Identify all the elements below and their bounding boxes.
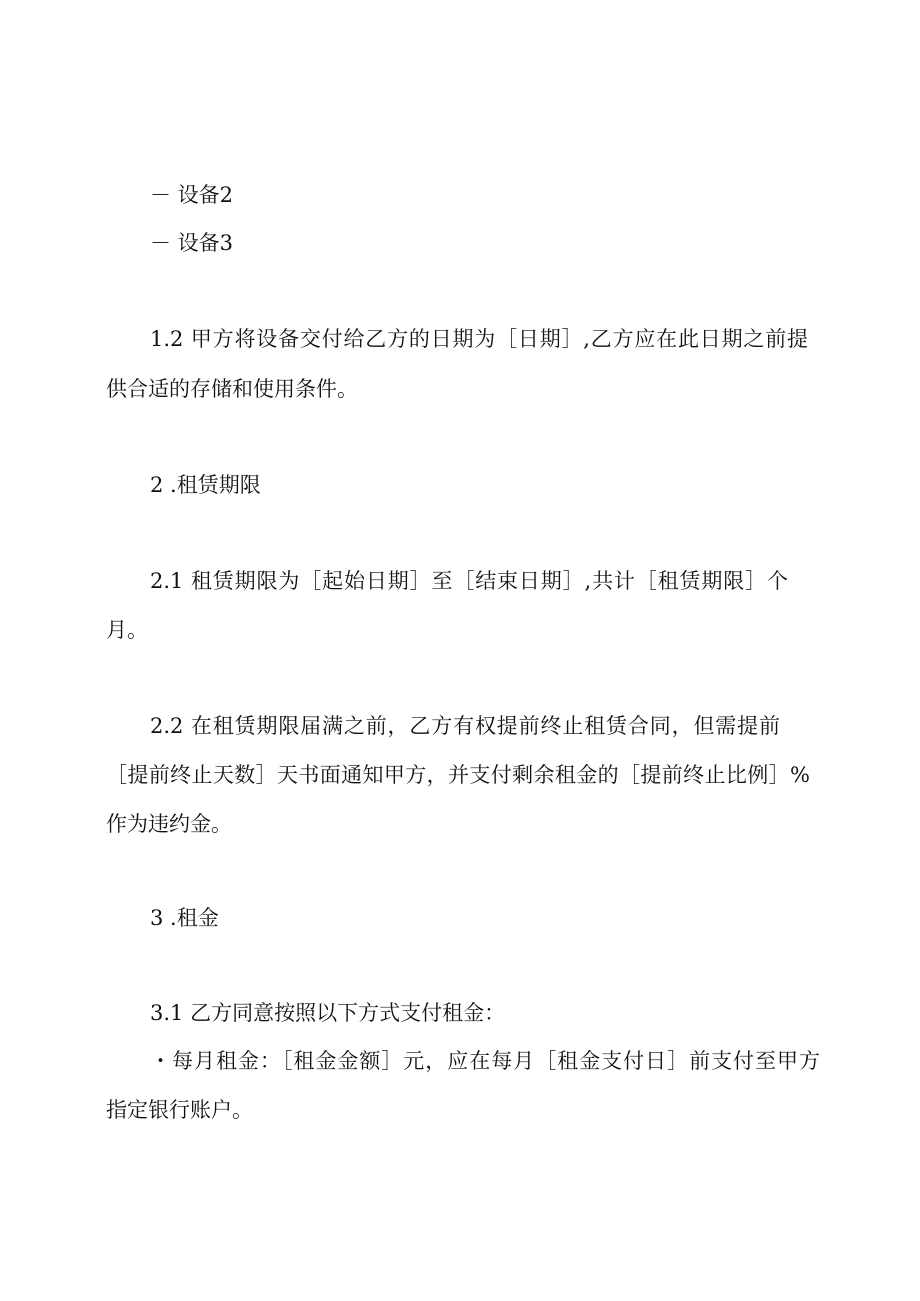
rent-item-line-1: ・每月租金：［租金金额］元，应在每月［租金支付日］前支付至甲方 [150,1049,820,1073]
clause-2-2-line-1: 2.2 在租赁期限届满之前，乙方有权提前终止租赁合同，但需提前 [150,714,780,738]
clause-3-1: 3.1 乙方同意按照以下方式支付租金： [150,1001,506,1025]
clause-2-2-line-3: 作为违约金。 [106,812,232,836]
clause-1-2-line-2: 供合适的存储和使用条件。 [106,377,358,401]
clause-2-2-line-2: ［提前终止天数］天书面通知甲方，并支付剩余租金的［提前终止比例］% [106,763,810,787]
list-item-equipment-3: － 设备3 [150,231,234,255]
list-item-equipment-2: － 设备2 [150,183,234,207]
clause-2-1-line-1: 2.1 租赁期限为［起始日期］至［结束日期］,共计［租赁期限］个 [150,569,788,593]
rent-item-line-2: 指定银行账户。 [106,1098,253,1122]
clause-1-2-line-1: 1.2 甲方将设备交付给乙方的日期为［日期］,乙方应在此日期之前提 [150,327,808,351]
section-heading-3: 3 .租金 [150,906,219,930]
clause-2-1-line-2: 月。 [106,618,148,642]
section-heading-2: 2 .租赁期限 [150,473,261,497]
